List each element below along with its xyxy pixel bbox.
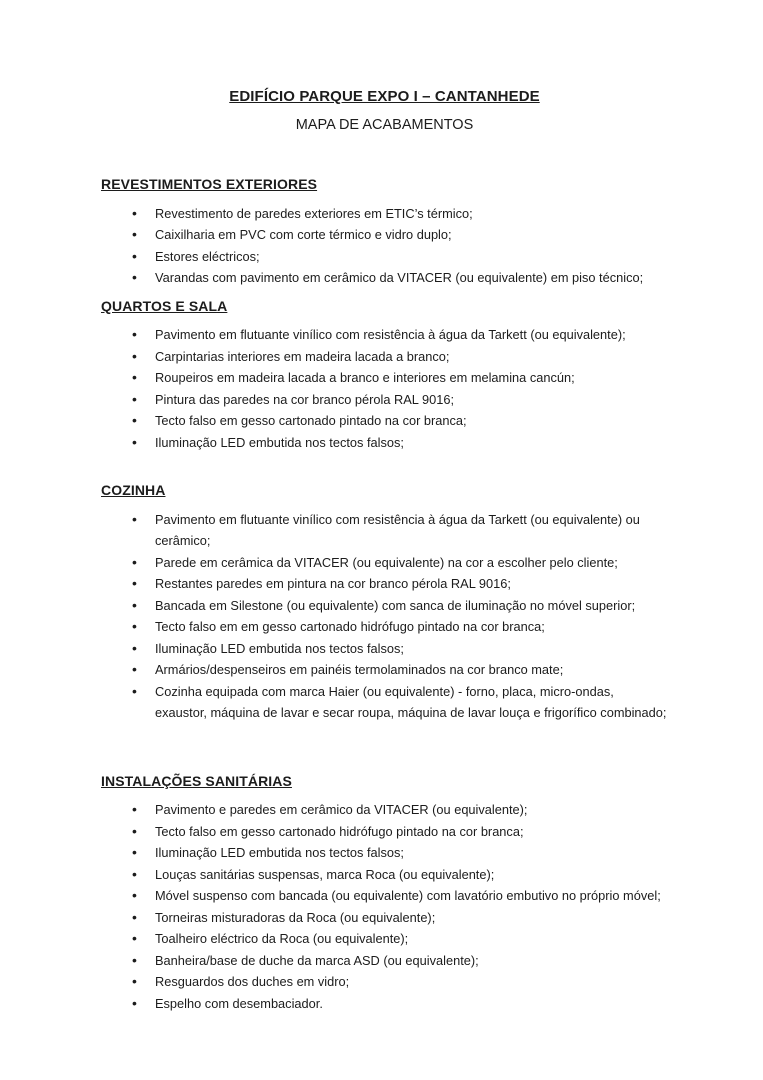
list-item: • Bancada em Silestone (ou equivalente) com sanca de iluminação no móvel superior;	[155, 595, 668, 617]
list-item: • Espelho com desembaciador.	[155, 993, 668, 1015]
bullet-list	[101, 203, 668, 289]
list-item: • Pavimento em flutuante vinílico com resistência à água da Tarkett (ou equivalente) ou cerâmico;	[155, 509, 668, 552]
list-item: • Banheira/base de duche da marca ASD (ou equivalente);	[155, 950, 668, 972]
list-item: • Iluminação LED embutida nos tectos falsos;	[155, 842, 668, 864]
section-instalacoes-sanitarias	[101, 771, 668, 1015]
list-item: • Resguardos dos duches em vidro;	[155, 971, 668, 993]
list-item: • Caixilharia em PVC com corte térmico e vidro duplo;	[155, 224, 668, 246]
list-item: • Móvel suspenso com bancada (ou equivalente) com lavatório embutivo no próprio móvel;	[155, 885, 668, 907]
list-item: • Parede em cerâmica da VITACER (ou equivalente) na cor a escolher pelo cliente;	[155, 552, 668, 574]
list-item: • Armários/despenseiros em painéis termolaminados na cor branco mate;	[155, 659, 668, 681]
section-quartos-e-sala	[101, 296, 668, 454]
list-item: • Iluminação LED embutida nos tectos falsos;	[155, 638, 668, 660]
list-item: • Iluminação LED embutida nos tectos falsos;	[155, 432, 668, 454]
list-item: • Tecto falso em gesso cartonado pintado na cor branca;	[155, 410, 668, 432]
section-heading: COZINHA	[101, 482, 166, 498]
list-item: • Restantes paredes em pintura na cor branco pérola RAL 9016;	[155, 573, 668, 595]
list-item: • Torneiras misturadoras da Roca (ou equivalente);	[155, 907, 668, 929]
list-item: • Roupeiros em madeira lacada a branco e interiores em melamina cancún;	[155, 367, 668, 389]
section-heading: QUARTOS E SALA	[101, 297, 228, 314]
list-item: • Varandas com pavimento em cerâmico da VITACER (ou equivalente) em piso técnico;	[155, 267, 668, 289]
bullet-list	[101, 509, 668, 724]
list-item: • Toalheiro eléctrico da Roca (ou equivalente);	[155, 928, 668, 950]
list-item: • Tecto falso em gesso cartonado hidrófugo pintado na cor branca;	[155, 821, 668, 843]
list-item: • Pintura das paredes na cor branco pérola RAL 9016;	[155, 389, 668, 411]
section-revestimentos-exteriores	[101, 174, 668, 289]
list-item: • Tecto falso em em gesso cartonado hidrófugo pintado na cor branca;	[155, 616, 668, 638]
list-item: • Estores eléctricos;	[155, 246, 668, 268]
list-item: • Louças sanitárias suspensas, marca Roca (ou equivalente);	[155, 864, 668, 886]
bullet-list	[101, 799, 668, 1014]
section-cozinha	[101, 480, 668, 724]
list-item: • Carpintarias interiores em madeira lacada a branco;	[155, 346, 668, 368]
bullet-list	[101, 324, 668, 453]
list-item: • Pavimento em flutuante vinílico com resistência à água da Tarkett (ou equivalente);	[155, 324, 668, 346]
list-item: • Cozinha equipada com marca Haier (ou equivalente) - forno, placa, micro-ondas, exaustor, máquina de lavar e secar roupa, máquina de lavar louça e frigorífico combinado;	[155, 681, 668, 724]
document-subtitle: MAPA DE ACABAMENTOS	[295, 116, 474, 133]
section-heading: INSTALAÇÕES SANITÁRIAS	[101, 772, 292, 789]
document-title: EDIFÍCIO PARQUE EXPO I – CANTANHEDE	[229, 88, 540, 105]
list-item: • Revestimento de paredes exteriores em ETIC’s térmico;	[155, 203, 668, 225]
list-item: • Pavimento e paredes em cerâmico da VITACER (ou equivalente);	[155, 799, 668, 821]
section-heading: REVESTIMENTOS EXTERIORES	[101, 176, 318, 192]
